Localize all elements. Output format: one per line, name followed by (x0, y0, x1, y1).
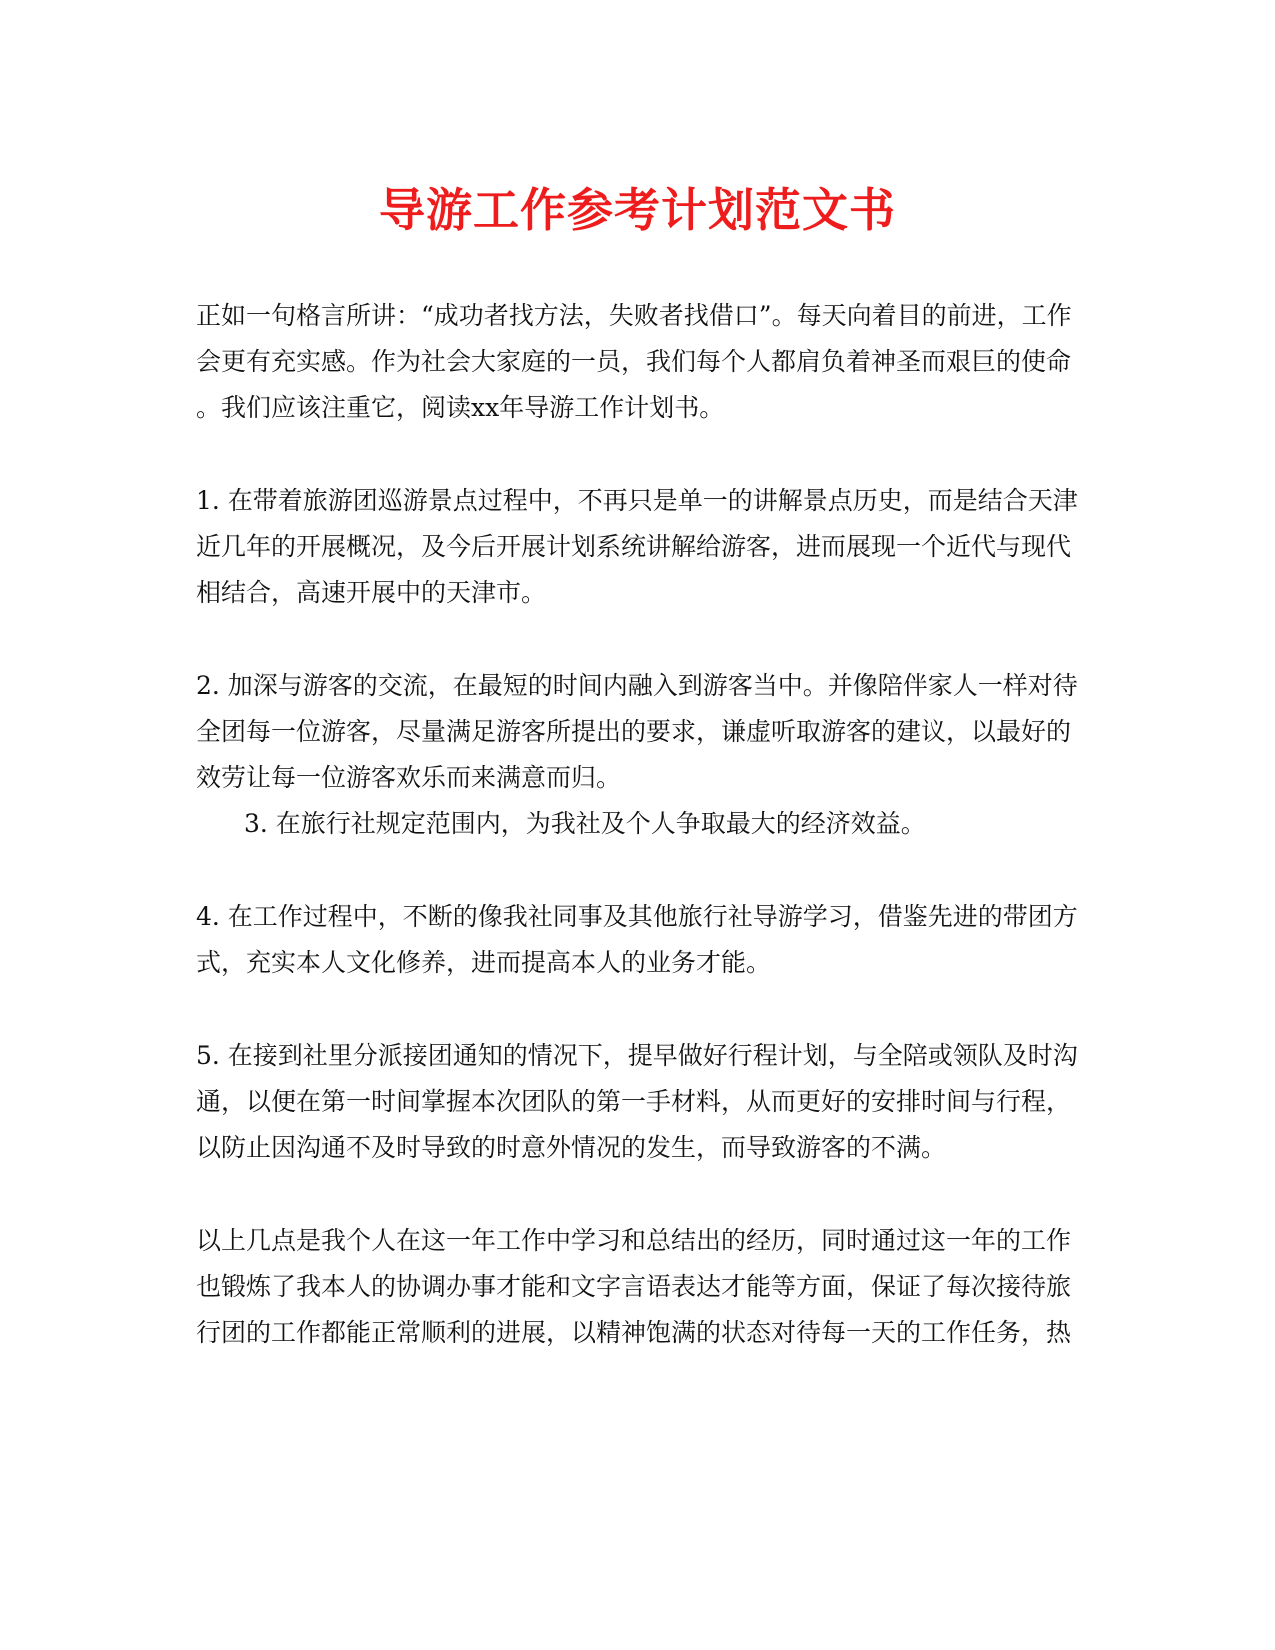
text-line: 。我们应该注重它，阅读xx年导游工作计划书。 (196, 393, 725, 422)
text-line: 以上几点是我个人在这一年工作中学习和总结出的经历，同时通过这一年的工作 (196, 1226, 1072, 1255)
text-line: 也锻炼了我本人的协调办事才能和文字言语表达才能等方面，保证了每次接待旅 (196, 1272, 1072, 1301)
text-line: 4. 在工作过程中，不断的像我社同事及其他旅行社导游学习，借鉴先进的带团方 (196, 902, 1078, 931)
text-line: 近几年的开展概况，及今后开展计划系统讲解给游客，进而展现一个近代与现代 (196, 532, 1072, 561)
text-line: 1. 在带着旅游团巡游景点过程中，不再只是单一的讲解景点历史，而是结合天津 (196, 486, 1078, 515)
text-line: 会更有充实感。作为社会大家庭的一员，我们每个人都肩负着神圣而艰巨的使命 (196, 347, 1072, 376)
text-line: 式，充实本人文化修养，进而提高本人的业务才能。 (196, 948, 772, 977)
text-line: 正如一句格言所讲：“成功者找方法，失败者找借口”。每天向着目的前进，工作 (196, 301, 1072, 330)
text-line: 全团每一位游客，尽量满足游客所提出的要求，谦虚听取游客的建议，以最好的 (196, 717, 1072, 746)
text-line: 2. 加深与游客的交流，在最短的时间内融入到游客当中。并像陪伴家人一样对待 (196, 671, 1078, 700)
text-line: 行团的工作都能正常顺利的进展，以精神饱满的状态对待每一天的工作任务，热 (196, 1318, 1072, 1347)
text-line: 相结合，高速开展中的天津市。 (196, 578, 547, 607)
text-line: 效劳让每一位游客欢乐而来满意而归。 (196, 763, 622, 792)
text-line: 3. 在旅行社规定范围内，为我社及个人争取最大的经济效益。 (244, 809, 926, 838)
document-title: 导游工作参考计划范文书 (379, 183, 896, 237)
text-line: 以防止因沟通不及时导致的时意外情况的发生，而导致游客的不满。 (196, 1133, 947, 1162)
text-line: 通，以便在第一时间掌握本次团队的第一手材料，从而更好的安排时间与行程， (196, 1087, 1072, 1116)
text-line: 5. 在接到社里分派接团通知的情况下，提早做好行程计划，与全陪或领队及时沟 (196, 1041, 1078, 1070)
